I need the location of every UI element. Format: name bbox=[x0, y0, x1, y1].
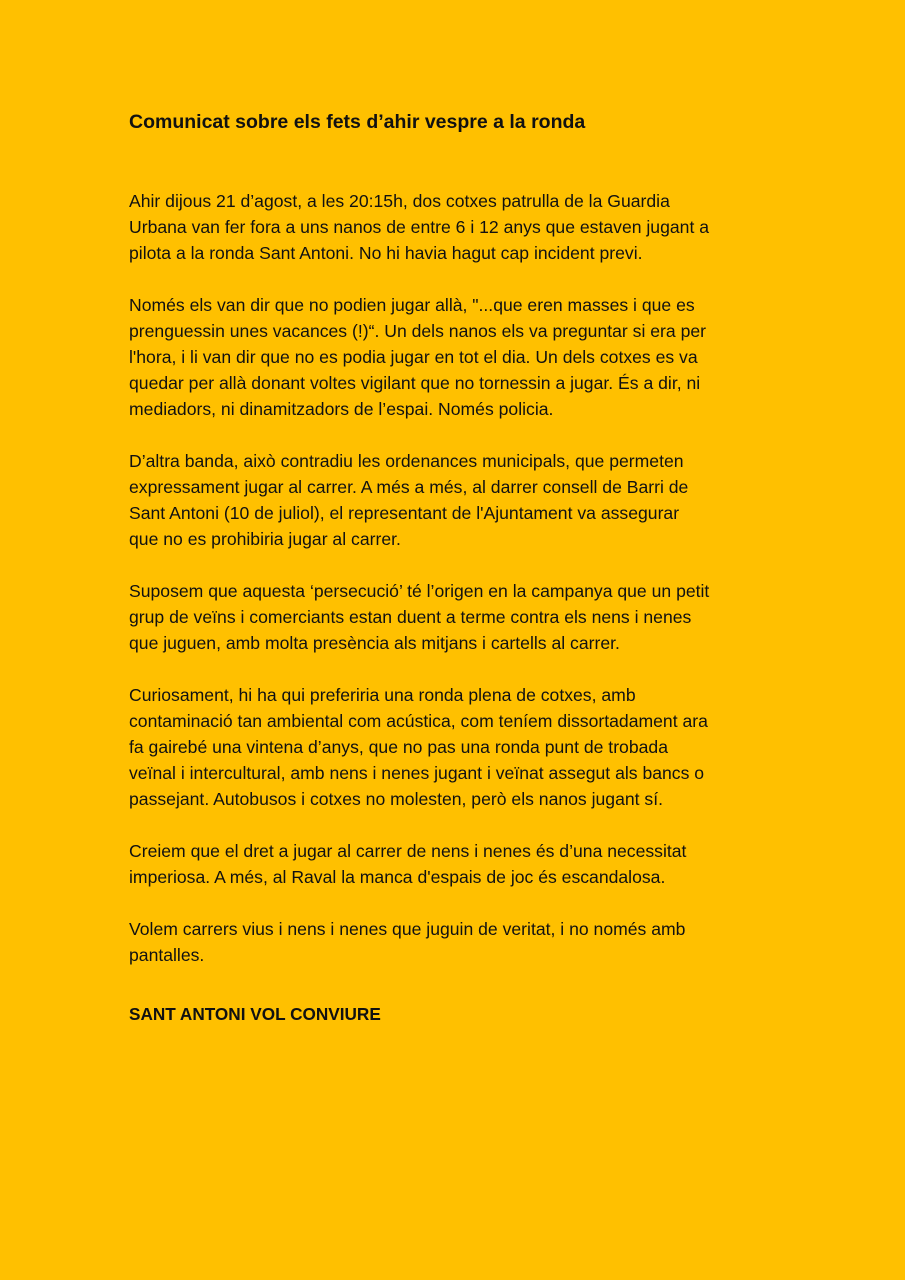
text-line: pilota a la ronda Sant Antoni. No hi havia hagut cap incident previ. bbox=[129, 243, 643, 263]
text-line: mediadors, ni dinamitzadors de l’espai. Només policia. bbox=[129, 399, 554, 419]
document-body bbox=[129, 109, 789, 1027]
paragraph-3 bbox=[129, 448, 789, 552]
text-line: fa gairebé una vintena d’anys, que no pas una ronda punt de trobada bbox=[129, 737, 668, 757]
text-line: que juguen, amb molta presència als mitjans i cartells al carrer. bbox=[129, 633, 620, 653]
text-line: Només els van dir que no podien jugar allà, "...que eren masses i que es bbox=[129, 295, 695, 315]
document-title: Comunicat sobre els fets d’ahir vespre a la ronda bbox=[129, 111, 586, 133]
signature: SANT ANTONI VOL CONVIURE bbox=[129, 1004, 381, 1024]
text-line: pantalles. bbox=[129, 945, 205, 965]
paragraph-6 bbox=[129, 838, 789, 890]
paragraph-2 bbox=[129, 292, 789, 422]
text-line: prenguessin unes vacances (!)“. Un dels nanos els va preguntar si era per bbox=[129, 321, 706, 341]
text-line: Sant Antoni (10 de juliol), el representant de l'Ajuntament va assegurar bbox=[129, 503, 680, 523]
paragraph-5 bbox=[129, 682, 789, 812]
text-line: Volem carrers vius i nens i nenes que juguin de veritat, i no només amb bbox=[129, 919, 686, 939]
text-line: Urbana van fer fora a uns nanos de entre 6 i 12 anys que estaven jugant a bbox=[129, 217, 710, 237]
text-line: veïnal i intercultural, amb nens i nenes jugant i veïnat assegut als bancs o bbox=[129, 763, 705, 783]
text-line: expressament jugar al carrer. A més a més, al darrer consell de Barri de bbox=[129, 477, 689, 497]
text-line: Curiosament, hi ha qui preferiria una ronda plena de cotxes, amb bbox=[129, 685, 636, 705]
paragraph-1 bbox=[129, 188, 789, 266]
paragraph-4 bbox=[129, 578, 789, 656]
text-line: quedar per allà donant voltes vigilant que no tornessin a jugar. És a dir, ni bbox=[129, 373, 701, 393]
text-line: imperiosa. A més, al Raval la manca d'espais de joc és escandalosa. bbox=[129, 867, 666, 887]
text-line: D’altra banda, això contradiu les ordenances municipals, que permeten bbox=[129, 451, 684, 471]
text-line: passejant. Autobusos i cotxes no molesten, però els nanos jugant sí. bbox=[129, 789, 664, 809]
paragraph-7 bbox=[129, 916, 789, 968]
text-line: Suposem que aquesta ‘persecució’ té l’origen en la campanya que un petit bbox=[129, 581, 710, 601]
text-line: Ahir dijous 21 d’agost, a les 20:15h, dos cotxes patrulla de la Guardia bbox=[129, 191, 670, 211]
text-line: Creiem que el dret a jugar al carrer de nens i nenes és d’una necessitat bbox=[129, 841, 687, 861]
text-line: l'hora, i li van dir que no es podia jugar en tot el dia. Un dels cotxes es va bbox=[129, 347, 698, 367]
text-line: grup de veïns i comerciants estan duent a terme contra els nens i nenes bbox=[129, 607, 692, 627]
text-line: que no es prohibiria jugar al carrer. bbox=[129, 529, 401, 549]
text-line: contaminació tan ambiental com acústica, com teníem dissortadament ara bbox=[129, 711, 708, 731]
